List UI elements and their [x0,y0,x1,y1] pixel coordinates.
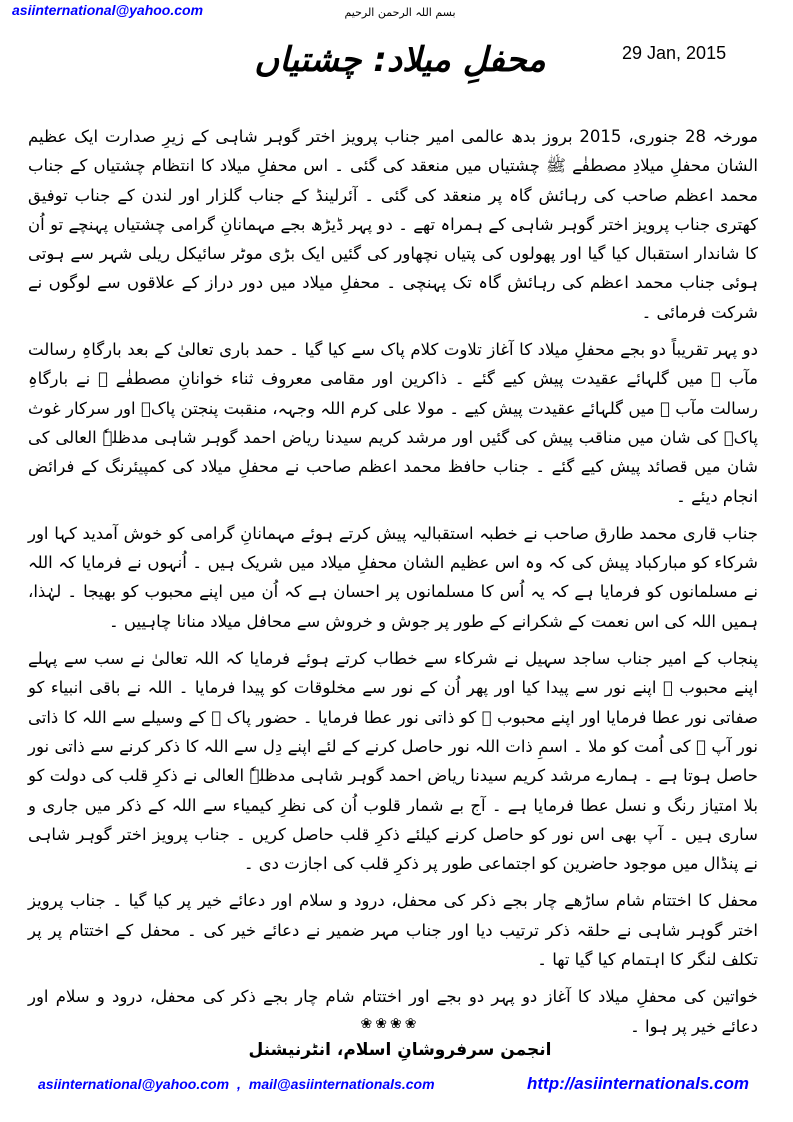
paragraph-women-gathering: خواتین کی محفلِ میلاد کا آغاز دو پہر دو بجے اور اختتام شام چار بجے ذکر کی محفل، درود و سلام اور دعائے خیر پر ہوا ۔ [28,987,758,1036]
footer-email-link-1[interactable]: asiinternational@yahoo.com [38,1076,230,1092]
paragraph-speech: پنجاب کے امیر جناب ساجد سہیل نے شرکاء سے خطاب کرتے ہوئے فرمایا کہ اللہ تعالیٰ نے سب سے پہلے اپنے محبوب ﷺ اپنے نور سے پیدا کیا اور پھر اُن کے نور سے مخلوقات کو پیدا فرمایا ۔ اللہ نے باقی انبیاء کو صفاتی نور عطا فرمایا اور اپنے محبوب ﷺ کو ذاتی نور عطا فرمایا ۔ حضور پاک ﷺ کے وسیلے سے اللہ کا ذاتی نور آپ ﷺ کی اُمت کو ملا ۔ اسمِ ذات اللہ نور حاصل کرنے کے لئے اپنے دِل سے اللہ کا ذکر کرنے سے ذاتی نور حاصل ہوتا ہے ۔ ہمارے مرشد کریم سیدنا ریاض احمد گوہر شاہی مدظلہٗ العالی نے ذکرِ قلب کی دولت کو بلا امتیاز رنگ و نسل عطا فرمایا ہے ۔ آج بے شمار قلوب اُن کی نظرِ کیمیاء سے اللہ کے ذکر میں جاری و ساری ہیں ۔ آپ بھی اس نور کو حاصل کرنے کیلئے ذکرِ قلب حاصل کریں ۔ جناب پرویز اختر گوہر شاہی نے پنڈال میں موجود حاضرین کو اجتماعی طور پر ذکرِ قلب کی اجازت دی ۔ [28,649,758,874]
footer-email-link-2[interactable]: mail@asiinternationals.com [248,1076,435,1092]
footer-emails [38,1076,435,1092]
article-body [28,122,758,1049]
ornament-divider: ❀❀❀❀ [360,1016,420,1032]
footer-separator: , [237,1076,241,1092]
organization-name: انجمن سرفروشانِ اسلام، انٹرنیشنل [248,1040,552,1060]
paragraph-conclusion: محفل کا اختتام شام ساڑھے چار بجے ذکر کی محفل، درود و سلام اور دعائے خیر پر کیا گیا ۔ جناب پرویز اختر گوہر شاہی نے حلقہ ذکر ترتیب دیا اور جناب مہر ضمیر نے دعائے خیر کی ۔ محفل کے اختتام پر پر تکلف لنگر کا اہتمام کیا گیا تھا ۔ [28,891,758,970]
page-title: محفلِ میلاد: چشتیاں [254,40,546,80]
header-email-link[interactable]: asiinternational@yahoo.com [12,2,204,18]
bismillah-heading: بسم اللہ الرحمن الرحیم [344,6,456,19]
footer-website-link[interactable]: http://asiinternationals.com [527,1074,749,1093]
article-date: 29 Jan, 2015 [622,43,727,63]
footer [0,1076,793,1100]
paragraph-intro: مورخہ 28 جنوری، 2015 بروز بدھ عالمی امیر جناب پرویز اختر گوہر شاہی کے زیرِ صدارت ایک عظیم الشان محفلِ میلادِ مصطفٰے ﷺ چشتیاں میں منعقد کی گئی ۔ اس محفلِ میلاد کا انتظام چشتیاں کے جناب محمد اعظم صاحب کی رہائش گاہ پر منعقد کی گئی ۔ آئرلینڈ کے جناب گلزار اور لندن کے جناب توفیق کھتری جناب پرویز اختر گوہر شاہی کے ہمراہ تھے ۔ دو پہر ڈیڑھ بجے مہمانانِ گرامی چشتیاں پہنچے تو اُن کا شاندار استقبال کیا گیا اور پھولوں کی پتیاں نچھاور کی گئیں ایک بڑی موٹر سائیکل ریلی شہر سے ہوتی ہوئی جناب محمد اعظم کی رہائش گاہ تک پہنچی ۔ محفلِ میلاد میں دور دراز کے علاقوں سے لوگوں نے شرکت فرمائی ۔ [28,127,758,322]
paragraph-welcome-address: جناب قاری محمد طارق صاحب نے خطبہ استقبالیہ پیش کرتے ہوئے مہمانانِ گرامی کو خوش آمدید کہا اور شرکاء کو مبارکباد پیش کی کہ وہ اس عظیم الشان محفلِ میلاد میں شریک ہیں ۔ اُنہوں نے فرمایا کہ اللہ نے مسلمانوں کو فرمایا ہے کہ یہ اُس کا مسلمانوں پر احسان ہے کہ اُن میں اپنے محبوب کو بھیجا ۔ لہٰذا، ہمیں اللہ کی اس نعمت کے شکرانے کے طور پر جوش و خروش سے محافل میلاد منانا چاہییں ۔ [28,523,758,631]
paragraph-proceedings: دو پہر تقریباً دو بجے محفلِ میلاد کا آغاز تلاوت کلام پاک سے کیا گیا ۔ حمد باری تعالیٰ کے بعد بارگاہِ رسالت مآب ﷺ میں گلہائے عقیدت پیش کیے گئے ۔ ذاکرین اور مقامی معروف ثناء خوانانِ مصطفٰے ﷺ نے بارگاہِ رسالت مآب ﷺ میں گلہائے عقیدت پیش کیے ۔ مولا علی کرم اللہ وجہہ، منقبت پنجتن پاکؑ اور سرکار غوث پاکؓ کی شان میں مناقب پیش کی گئیں اور مرشد کریم سیدنا ریاض احمد گوہر شاہی مدظلہٗ العالی کی شان میں قصائد پیش کیے گئے ۔ جناب حافظ محمد اعظم صاحب نے محفلِ میلاد کی کمپیئرنگ کے فرائض انجام دیئے ۔ [28,340,758,506]
